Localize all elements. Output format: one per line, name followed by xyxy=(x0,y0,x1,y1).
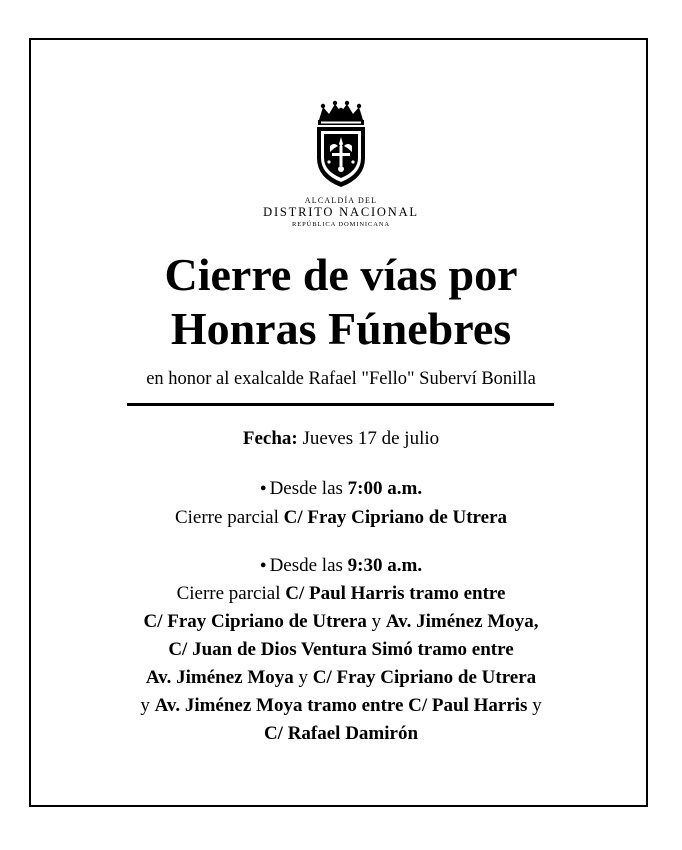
closure2-line5 xyxy=(0,695,682,717)
bullet-icon: ● xyxy=(259,559,267,571)
closure1-street-line xyxy=(0,507,682,529)
closure2-line2 xyxy=(0,611,682,633)
closure2-line1 xyxy=(0,583,682,605)
closure1-time-line xyxy=(0,478,682,500)
closure2-line3 xyxy=(0,639,682,661)
org-name-line2: DISTRITO NACIONAL xyxy=(263,205,419,219)
notice-title xyxy=(0,248,682,356)
divider xyxy=(127,403,554,406)
closure2-street5: Av. Jiménez Moya tramo entre C/ Paul Harris xyxy=(154,695,528,716)
closure2-street2b: Av. Jiménez Moya, xyxy=(385,611,539,632)
closure2-conj3: y xyxy=(140,695,150,716)
closure2-street4b: C/ Fray Cipriano de Utrera xyxy=(312,667,537,688)
org-name-line1: ALCALDÍA DEL xyxy=(304,196,378,205)
closure2-conj1: y xyxy=(371,611,382,632)
coat-of-arms-logo xyxy=(312,100,370,190)
closure2-type: Cierre parcial xyxy=(176,583,281,604)
closure2-line6 xyxy=(0,723,682,745)
notice-subtitle: en honor al exalcalde Rafael "Fello" Suberví Bonilla xyxy=(146,369,536,389)
closure1-type: Cierre parcial xyxy=(174,507,279,528)
closure2-street2a: C/ Fray Cipriano de Utrera xyxy=(143,611,367,632)
closure1-street: C/ Fray Cipriano de Utrera xyxy=(283,507,508,528)
title-line2: Honras Fúnebres xyxy=(170,303,512,354)
date-label: Fecha: xyxy=(242,428,298,449)
date-line xyxy=(0,428,682,450)
closure2-street4a: Av. Jiménez Moya xyxy=(145,667,294,688)
closure2-street6: C/ Rafael Damirón xyxy=(263,723,419,744)
closure2-time: 9:30 a.m. xyxy=(347,555,423,576)
closure2-street1: C/ Paul Harris tramo entre xyxy=(285,583,506,604)
title-line1: Cierre de vías por xyxy=(164,249,518,300)
org-name-line3: REPÚBLICA DOMINICANA xyxy=(292,221,390,228)
closure2-conj4: y xyxy=(532,695,542,716)
bullet-icon: ● xyxy=(259,482,267,494)
closure2-line4 xyxy=(0,667,682,689)
closure2-conj2: y xyxy=(298,667,309,688)
closure1-time-prefix: Desde las xyxy=(269,478,343,499)
closure1-time: 7:00 a.m. xyxy=(347,478,423,499)
date-value: Jueves 17 de julio xyxy=(302,428,440,449)
closure2-street3: C/ Juan de Dios Ventura Simó tramo entre xyxy=(168,639,514,660)
closure2-time-line xyxy=(0,555,682,577)
closure2-time-prefix: Desde las xyxy=(269,555,343,576)
